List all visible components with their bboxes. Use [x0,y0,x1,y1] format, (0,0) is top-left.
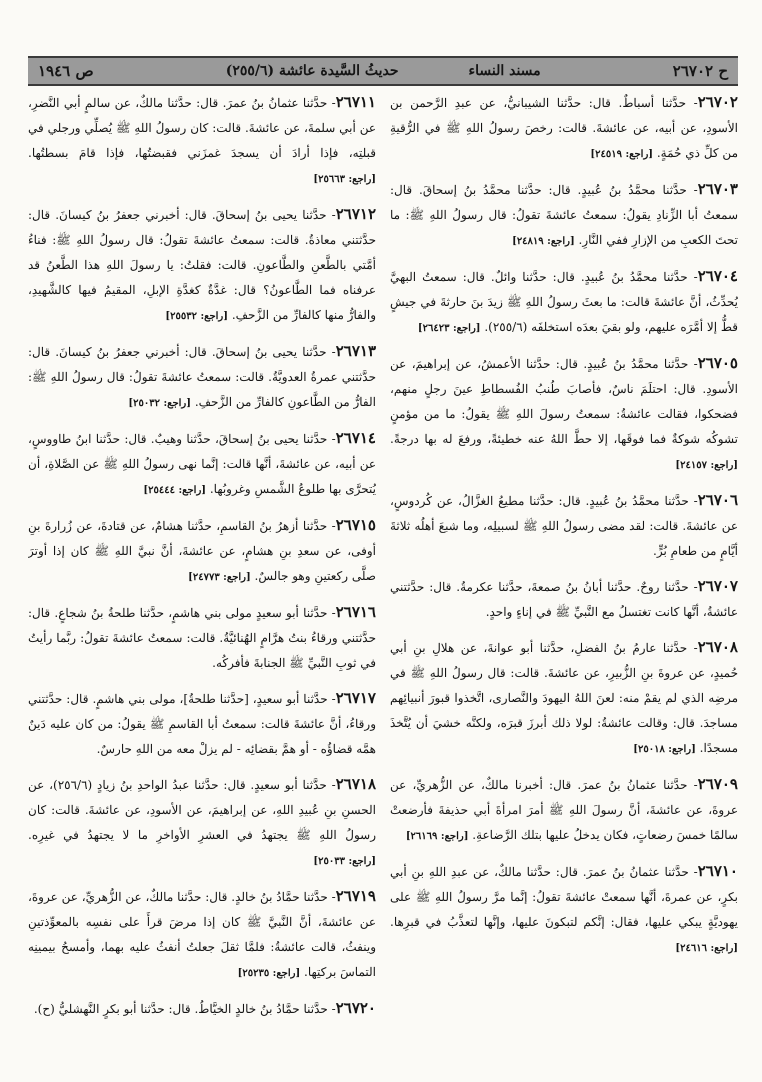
chapter-title: حديثُ السَّيدة عائشة (٢٥٥/٦) [225,63,399,79]
left-column [28,90,376,1065]
hadith-number: ٢٦٧٠٢ [697,93,738,111]
hadith-text: حدَّثنا عارمُ بنُ الفضلِ، حدَّثنا أبو عوانةَ، عن هلالِ بنِ أبي حُميدٍ، عن عروةَ بنِ الزُّبيرِ، عن عائشةَ. قالت: قال رسولُ اللهِ ﷺ في مرضِه الذي لم يقمْ منه: لعنَ اللهُ اليهودَ والنَّصارى، اتَّخذوا قبورَ أنبيائِهم مساجدَ. قال: وقالت عائشةُ: لولا ذلك أبرزَ قبرَه، ولكنَّه خشيَ أن يُتَّخذَ مسجدًا. [390,641,738,755]
hadith-number: ٢٦٧١٢ [335,205,376,223]
hadith-entry: ٢٦٧١٦- حدَّثنا أبو سعيدٍ مولى بني هاشمٍ، حدَّثنا طلحةُ بنُ شجاعٍ. قال: حدَّثتني ورقاءُ بنتُ هرَّامٍ الهُنائيَّةُ. قالت: سمعتُ عائشةَ تقولُ: ربَّما رأيتُ في ثوبِ النَّبيِّ ﷺ الجنابةَ فأفركُه. [28,603,376,670]
hadith-text: حدَّثنا أبو سعيدٍ مولى بني هاشمٍ، حدَّثنا طلحةُ بنُ شجاعٍ. قال: حدَّثتني ورقاءُ بنتُ هرَّامٍ الهُنائيَّةُ. قالت: سمعتُ عائشةَ تقولُ: ربَّما رأيتُ في ثوبِ النَّبيِّ ﷺ الجنابةَ فأفركُه. [28,606,376,670]
hadith-entry: ٢٦٧٠٨- حدَّثنا عارمُ بنُ الفضلِ، حدَّثنا أبو عوانةَ، عن هلالِ بنِ أبي حُميدٍ، عن عروةَ بنِ الزُّبيرِ، عن عائشةَ. قالت: قال رسولُ اللهِ ﷺ في مرضِه الذي لم يقمْ منه: لعنَ اللهُ اليهودَ والنَّصارى، اتَّخذوا قبورَ أنبيائِهم مساجدَ. قال: وقالت عائشةُ: لولا ذلك أبرزَ قبرَه، ولكنَّه خشيَ أن يُتَّخذَ مسجدًا. [راجع: ٢٥٠١٨] [390,638,738,755]
hadith-text: حدَّثنا محمَّدُ بنُ عُبيدٍ. قال: حدَّثنا الأعمشُ، عن إبراهيمَ، عن الأسودِ. قال: احتلَمَ ناسٌ، فأصابَ طُنبُ الفُسطاطِ عينَ رجلٍ منهم، فضحكوا، فقالت عائشةُ: سمعتُ رسولَ اللهِ ﷺ يقولُ: ما من مؤمنٍ تشوكُه شوكةٌ فما فوقَها، إلا حطَّ اللهُ عنه خطيئةً، ورفعَ له بها درجةً. [390,357,738,446]
hadith-reference: [راجع: ٢٤٧٧٣] [188,572,251,583]
hadith-number: ٢٦٧١٩ [335,887,376,905]
hadith-number: ٢٦٧١٧ [335,689,376,707]
hadith-entry: ٢٦٧١٥- حدَّثنا أزهرُ بنُ القاسمِ، حدَّثنا هشامٌ، عن قتادةَ، عن زُرارةَ بنِ أوفى، عن سعدِ بنِ هشامٍ، عن عائشةَ، أنَّ نبيَّ اللهِ ﷺ كان إذا أوترَ صلَّى ركعتينِ وهو جالسٌ. [راجع: ٢٤٧٧٣] [28,516,376,583]
hadith-number: ٢٦٧٠٧ [697,577,738,595]
hadith-text: حدَّثنا أبو سعيدٍ، [حدَّثنا طلحةُ]، مولى بني هاشمٍ. قال: حدَّثتني ورقاءُ، أنَّ عائشةَ قالت: سمعتُ أبا القاسمِ ﷺ يقولُ: من كان عليه دَينٌ همَّه قضاؤُه - أو همَّ بقضائِه - لم يزلْ معه من اللهِ حارسٌ. [28,692,376,756]
hadith-reference: [راجع: ٢٥٤٤٤] [143,485,207,496]
hadith-entry: ٢٦٧٠٩- حدَّثنا عثمانُ بنُ عمرَ. قال: أخبرنا مالكٌ، عن الزُّهريِّ، عن عروةَ، عن عائشةَ، أنَّ رسولَ اللهِ ﷺ أمرَ امرأةَ أبي حذيفةَ فأرضعتْ سالمًا خمسَ رضعاتٍ، فكان يدخلُ عليها بتلك الرَّضاعةِ. [راجع: ٢٦١٦٩] [390,775,738,842]
hadith-entry: ٢٦٧٠٧- حدَّثنا روحٌ. حدَّثنا أبانُ بنُ صمعةَ، حدَّثنا عكرمةُ. قال: حدَّثتني عائشةُ، أنَّها كانت تغتسلُ مع النَّبيِّ ﷺ في إناءٍ واحدٍ. [390,577,738,619]
hadith-text: حدَّثنا عثمانُ بنُ عمرَ. قال: حدَّثنا مالكٌ، عن عبدِ اللهِ بنِ أبي بكرٍ، عن عمرةَ، أنَّها سمعتْ عائشةَ تقولُ: إنَّما مرَّ رسولُ اللهِ ﷺ على يهوديَّةٍ يبكي عليها، فقال: إنَّكم لتبكونَ عليها، وإنَّها لتعذَّبُ في قبرِها. [390,865,738,929]
hadith-entry: ٢٦٧٢٠- حدَّثنا حمَّادُ بنُ خالدٍ الخيَّاطُ. قال: حدَّثنا أبو بكرٍ النَّهشليُّ (ح). [33,999,376,1017]
hadith-number: ٢٦٧٠٣ [697,180,738,198]
hadith-text: حدَّثنا حمَّادُ بنُ خالدٍ. قال: حدَّثنا مالكٌ، عن الزُّهريِّ، عن عروةَ، عن عائشةَ، أنَّ النَّبيَّ ﷺ كان إذا مرضَ قرأَ على نفسِه بالمعوِّذتينِ وينفثُ، قالت عائشةُ: فلمَّا ثقلَ جعلتُ أنفثُ عليه بهما، وأمسحُ بيمينِه التماسَ بركتِها. [28,890,376,979]
hadith-reference: [راجع: ٢٥٥٣٢] [165,311,228,322]
hadith-entry: ٢٦٧٠٢- حدَّثنا أسباطٌ. قال: حدَّثنا الشيبانيُّ، عن عبدِ الرَّحمن بن الأسودِ، عن أبيه، عن عائشةَ. قالت: رخصَ رسولُ اللهِ ﷺ في الرُّقيةِ من كلِّ ذي حُمَةٍ. [راجع: ٢٤٥١٩] [390,93,738,160]
hadith-reference: [راجع: ٢٦١٦٩] [405,831,469,842]
right-column [390,90,738,1065]
hadith-number: ٢٦٧١٦ [335,603,376,621]
hadith-reference: [راجع: ٢٤٥١٩] [590,149,654,160]
hadith-number: ٢٦٧١٠ [697,862,738,880]
hadith-reference: [راجع: ٢٥٠١٨] [633,744,696,755]
hadith-reference: [راجع: ٢٤٦١٦] [675,943,738,954]
hadith-text: حدَّثنا عثمانُ بنُ عمرَ. قال: حدَّثنا مالكٌ، عن سالمٍ أبي النَّضرِ، عن أبي سلمةَ، عن عائشةَ. قالت: كان رسولُ اللهِ ﷺ يُصلِّي ورجلي في قبلتِه، فإذا أرادَ أن يسجدَ غمزَني فقبضتُها، فإذا قامَ بسطتُها. [28,96,376,160]
hadith-reference: [راجع: ٢٥٦٦٣] [313,174,376,185]
hadith-number: ٢٦٧١٤ [335,429,376,447]
page-header [28,56,738,86]
hadith-number: ٢٦٧١٣ [335,342,376,360]
hadith-entry: ٢٦٧١٤- حدَّثنا يحيى بنُ إسحاقَ، حدَّثنا وهيبٌ. قال: حدَّثنا ابنُ طاووسٍ، عن أبيه، عن عائشةَ، أنَّها قالت: إنَّما نهى رسولُ اللهِ ﷺ عن الصَّلاةِ، أن يُتحرَّى بها طلوعُ الشَّمسِ وغروبُها. [راجع: ٢٥٤٤٤] [28,429,376,496]
hadith-entry: ٢٦٧١٨- حدَّثنا أبو سعيدٍ. قال: حدَّثنا عبدُ الواحدِ بنُ زيادٍ (٢٥٦/٦)، عن الحسنِ بنِ عُبيدِ اللهِ، عن إبراهيمَ، عن الأسودِ، عن عائشةَ. قالت: كان رسولُ اللهِ ﷺ يجتهدُ في العشرِ الأواخرِ ما لا يجتهدُ في غيرِه. [راجع: ٢٥٠٣٣] [28,775,376,867]
hadith-reference: [راجع: ٢٥٠٣٢] [128,398,191,409]
hadith-number: ٢٦٧٢٠ [335,999,376,1017]
hadith-reference: [راجع: ٢٥٠٣٣] [313,856,376,867]
hadith-text: حدَّثنا حمَّادُ بنُ خالدٍ الخيَّاطُ. قال: حدَّثنا أبو بكرٍ النَّهشليُّ (ح). [33,1002,328,1016]
page-number: ص ١٩٤٦ [38,62,94,80]
hadith-text: حدَّثنا أبو سعيدٍ. قال: حدَّثنا عبدُ الواحدِ بنُ زيادٍ (٢٥٦/٦)، عن الحسنِ بنِ عُبيدِ اللهِ، عن إبراهيمَ، عن الأسودِ، عن عائشةَ. قالت: كان رسولُ اللهِ ﷺ يجتهدُ في العشرِ الأواخرِ ما لا يجتهدُ في غيرِه. [28,778,376,842]
hadith-reference: [راجع: ٢٦٤٢٣] [417,323,481,334]
hadith-entry: ٢٦٧٠٤- حدَّثنا محمَّدُ بنُ عُبيدٍ. قال: حدَّثنا وائلٌ. قال: سمعتُ البهيَّ يُحدِّثُ، أنَّ عائشةَ قالت: ما بعثَ رسولُ اللهِ ﷺ زيدَ بنَ حارثةَ في جيشٍ قطُّ إلا أمَّرَه عليهم، ولو بقيَ بعدَه استخلفَه (٢٥٥/٦). [راجع: ٢٦٤٢٣] [390,267,738,334]
hadith-reference: [راجع: ٢٤٨١٩] [512,236,575,247]
hadith-text: حدَّثنا محمَّدُ بنُ عُبيدٍ. قال: حدَّثنا محمَّدُ بنُ إسحاقَ. قال: سمعتُ أبا الزِّنادِ يقولُ: سمعتُ عائشةَ تقولُ: قال رسولُ اللهِ ﷺ: ما تحتَ الكعبِ من الإزارِ ففي النَّارِ. [390,183,738,247]
hadith-entry: ٢٦٧١٠- حدَّثنا عثمانُ بنُ عمرَ. قال: حدَّثنا مالكٌ، عن عبدِ اللهِ بنِ أبي بكرٍ، عن عمرةَ، أنَّها سمعتْ عائشةَ تقولُ: إنَّما مرَّ رسولُ اللهِ ﷺ على يهوديَّةٍ يبكي عليها، فقال: إنَّكم لتبكونَ عليها، وإنَّها لتعذَّبُ في قبرِها. [راجع: ٢٤٦١٦] [390,862,738,954]
hadith-entry: ٢٦٧١٢- حدَّثنا يحيى بنُ إسحاقَ. قال: أخبرني جعفرُ بنُ كيسانَ. قال: حدَّثتني معاذةُ. قالت: سمعتُ عائشةَ تقولُ: قال رسولُ اللهِ ﷺ: فناءُ أمَّتي بالطَّعنِ والطَّاعونِ. قالت: فقلتُ: يا رسولَ اللهِ هذا الطَّعنُ قد عرفناه فما الطَّاعونُ؟ قال: غدَّةٌ كغدَّةِ الإبلِ، المقيمُ فيها كالشَّهيدِ، والفارُّ منها كالفارِّ من الزَّحفِ. [راجع: ٢٥٥٣٢] [28,205,376,322]
hadith-text: حدَّثنا عثمانُ بنُ عمرَ. قال: أخبرنا مالكٌ، عن الزُّهريِّ، عن عروةَ، عن عائشةَ، أنَّ رسولَ اللهِ ﷺ أمرَ امرأةَ أبي حذيفةَ فأرضعتْ سالمًا خمسَ رضعاتٍ، فكان يدخلُ عليها بتلك الرَّضاعةِ. [390,778,738,842]
hadith-number: ٢٦٧٠٩ [697,775,738,793]
hadith-number: ٢٦٧٠٦ [697,491,738,509]
hadith-text: حدَّثنا روحٌ. حدَّثنا أبانُ بنُ صمعةَ، حدَّثنا عكرمةُ. قال: حدَّثتني عائشةُ، أنَّها كانت تغتسلُ مع النَّبيِّ ﷺ في إناءٍ واحدٍ. [390,580,738,619]
header-titles [226,63,541,79]
text-columns [28,90,738,1065]
hadith-range: ح ٢٦٧٠٢ [672,62,728,80]
hadith-entry: ٢٦٧١٩- حدَّثنا حمَّادُ بنُ خالدٍ. قال: حدَّثنا مالكٌ، عن الزُّهريِّ، عن عروةَ، عن عائشةَ، أنَّ النَّبيَّ ﷺ كان إذا مرضَ قرأَ على نفسِه بالمعوِّذتينِ وينفثُ، قالت عائشةُ: فلمَّا ثقلَ جعلتُ أنفثُ عليه بهما، وأمسحُ بيمينِه التماسَ بركتِها. [راجع: ٢٥٢٣٥] [28,887,376,979]
hadith-entry: ٢٦٧٠٥- حدَّثنا محمَّدُ بنُ عُبيدٍ. قال: حدَّثنا الأعمشُ، عن إبراهيمَ، عن الأسودِ. قال: احتلَمَ ناسٌ، فأصابَ طُنبُ الفُسطاطِ عينَ رجلٍ منهم، فضحكوا، فقالت عائشةُ: سمعتُ رسولَ اللهِ ﷺ يقولُ: ما من مؤمنٍ تشوكُه شوكةٌ فما فوقَها، إلا حطَّ اللهُ عنه خطيئةً، ورفعَ له بها درجةً. [راجع: ٢٤١٥٧] [390,354,738,471]
hadith-entry: ٢٦٧٠٦- حدَّثنا محمَّدُ بنُ عُبيدٍ. قال: حدَّثنا مطيعُ الغزَّالُ، عن كُردوسٍ، عن عائشةَ. قالت: لقد مضى رسولُ اللهِ ﷺ لسبيلِه، وما شبعَ أهلُه ثلاثةَ أيَّامٍ من طعامِ بُرٍّ. [390,491,738,558]
hadith-entry: ٢٦٧١١- حدَّثنا عثمانُ بنُ عمرَ. قال: حدَّثنا مالكٌ، عن سالمٍ أبي النَّضرِ، عن أبي سلمةَ، عن عائشةَ. قالت: كان رسولُ اللهِ ﷺ يُصلِّي ورجلي في قبلتِه، فإذا أرادَ أن يسجدَ غمزَني فقبضتُها، فإذا قامَ بسطتُها. [راجع: ٢٥٦٦٣] [28,93,376,185]
hadith-number: ٢٦٧٠٥ [697,354,738,372]
hadith-number: ٢٦٧١٥ [335,516,376,534]
hadith-number: ٢٦٧١١ [335,93,376,111]
hadith-number: ٢٦٧١٨ [335,775,376,793]
hadith-text: حدَّثنا محمَّدُ بنُ عُبيدٍ. قال: حدَّثنا مطيعُ الغزَّالُ، عن كُردوسٍ، عن عائشةَ. قالت: لقد مضى رسولُ اللهِ ﷺ لسبيلِه، وما شبعَ أهلُه ثلاثةَ أيَّامٍ من طعامِ بُرٍّ. [390,494,738,558]
hadith-text: حدَّثنا أزهرُ بنُ القاسمِ، حدَّثنا هشامٌ، عن قتادةَ، عن زُرارةَ بنِ أوفى، عن سعدِ بنِ هشامٍ، عن عائشةَ، أنَّ نبيَّ اللهِ ﷺ كان إذا أوترَ صلَّى ركعتينِ وهو جالسٌ. [28,519,376,583]
hadith-reference: [راجع: ٢٥٢٣٥] [237,968,301,979]
book-title: مسند النساء [468,63,541,79]
hadith-text: حدَّثنا أسباطٌ. قال: حدَّثنا الشيبانيُّ، عن عبدِ الرَّحمن بن الأسودِ، عن أبيه، عن عائشةَ. قالت: رخصَ رسولُ اللهِ ﷺ في الرُّقيةِ من كلِّ ذي حُمَةٍ. [390,96,738,160]
hadith-text: حدَّثنا محمَّدُ بنُ عُبيدٍ. قال: حدَّثنا وائلٌ. قال: سمعتُ البهيَّ يُحدِّثُ، أنَّ عائشةَ قالت: ما بعثَ رسولُ اللهِ ﷺ زيدَ بنَ حارثةَ في جيشٍ قطُّ إلا أمَّرَه عليهم، ولو بقيَ بعدَه استخلفَه (٢٥٥/٦). [390,270,738,334]
hadith-number: ٢٦٧٠٤ [697,267,738,285]
hadith-reference: [راجع: ٢٤١٥٧] [675,460,738,471]
hadith-entry: ٢٦٧١٣- حدَّثنا يحيى بنُ إسحاقَ. قال: أخبرني جعفرُ بنُ كيسانَ. قال: حدَّثتني عمرةُ العدويَّةُ. قالت: سمعتُ عائشةَ تقولُ: قال رسولُ اللهِ ﷺ: الفارُّ من الطَّاعونِ كالفارِّ من الزَّحفِ. [راجع: ٢٥٠٣٢] [28,342,376,409]
hadith-text: حدَّثنا يحيى بنُ إسحاقَ. قال: أخبرني جعفرُ بنُ كيسانَ. قال: حدَّثتني عمرةُ العدويَّةُ. قالت: سمعتُ عائشةَ تقولُ: قال رسولُ اللهِ ﷺ: الفارُّ من الطَّاعونِ كالفارِّ من الزَّحفِ. [28,345,376,409]
hadith-text: حدَّثنا يحيى بنُ إسحاقَ. قال: أخبرني جعفرُ بنُ كيسانَ. قال: حدَّثتني معاذةُ. قالت: سمعتُ عائشةَ تقولُ: قال رسولُ اللهِ ﷺ: فناءُ أمَّتي بالطَّعنِ والطَّاعونِ. قالت: فقلتُ: يا رسولَ اللهِ هذا الطَّعنُ قد عرفناه فما الطَّاعونُ؟ قال: غدَّةٌ كغدَّةِ الإبلِ، المقيمُ فيها كالشَّهيدِ، والفارُّ منها كالفارِّ من الزَّحفِ. [28,208,376,322]
hadith-entry: ٢٦٧١٧- حدَّثنا أبو سعيدٍ، [حدَّثنا طلحةُ]، مولى بني هاشمٍ. قال: حدَّثتني ورقاءُ، أنَّ عائشةَ قالت: سمعتُ أبا القاسمِ ﷺ يقولُ: من كان عليه دَينٌ همَّه قضاؤُه - أو همَّ بقضائِه - لم يزلْ معه من اللهِ حارسٌ. [28,689,376,756]
hadith-number: ٢٦٧٠٨ [697,638,738,656]
hadith-text: حدَّثنا يحيى بنُ إسحاقَ، حدَّثنا وهيبٌ. قال: حدَّثنا ابنُ طاووسٍ، عن أبيه، عن عائشةَ، أنَّها قالت: إنَّما نهى رسولُ اللهِ ﷺ عن الصَّلاةِ، أن يُتحرَّى بها طلوعُ الشَّمسِ وغروبُها. [28,432,376,496]
hadith-entry: ٢٦٧٠٣- حدَّثنا محمَّدُ بنُ عُبيدٍ. قال: حدَّثنا محمَّدُ بنُ إسحاقَ. قال: سمعتُ أبا الزِّنادِ يقولُ: سمعتُ عائشةَ تقولُ: قال رسولُ اللهِ ﷺ: ما تحتَ الكعبِ من الإزارِ ففي النَّارِ. [راجع: ٢٤٨١٩] [390,180,738,247]
